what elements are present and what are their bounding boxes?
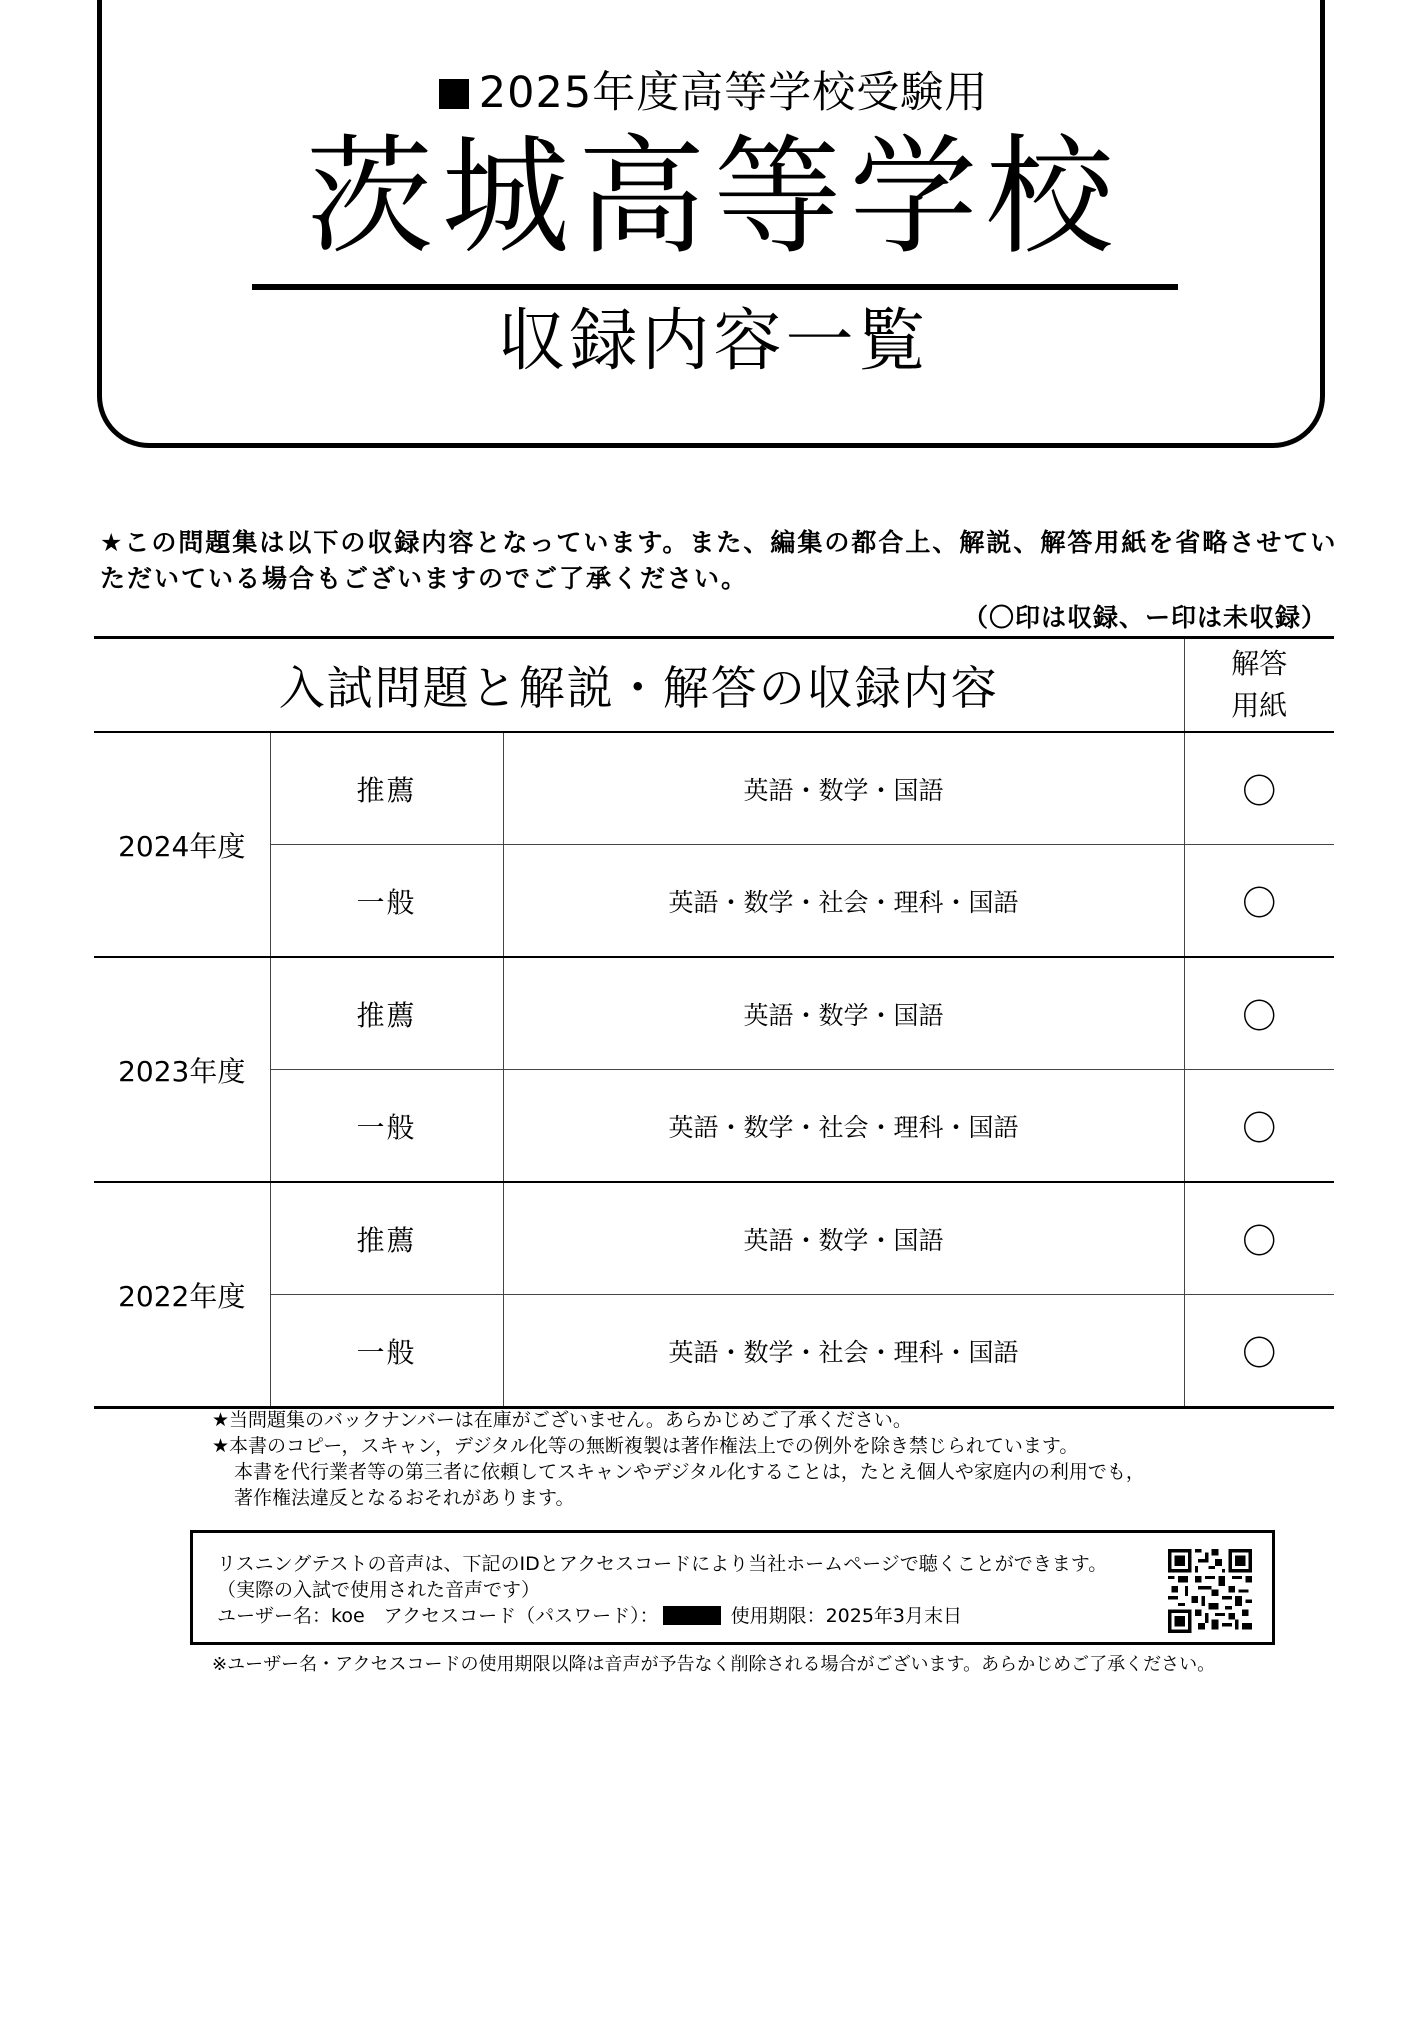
table-row [94,1070,1334,1183]
subjects-cell: 英語・数学・社会・理科・国語 [503,845,1184,958]
table-header-answer-sheet [1184,638,1334,733]
contents-title: 収録内容一覧 [497,302,930,381]
subtitle [0,66,1427,120]
redacted-password [663,1606,721,1625]
listening-credentials [217,1603,1107,1629]
listening-text [217,1551,1107,1629]
table-row [94,732,1334,845]
table-row [94,845,1334,958]
listening-line2: （実際の入試で使用された音声です） [217,1579,541,1601]
year-cell: 2024年度 [94,732,270,957]
legend-text: （〇印は収録、ー印は未収録） [962,603,1327,632]
qr-code-icon[interactable] [1168,1549,1252,1633]
table-row [94,1295,1334,1408]
exam-type-cell: 一般 [270,1295,503,1408]
note-line: 本書を代行業者等の第三者に依頼してスキャンやデジタル化することは，たとえ個人や家庭内の利用でも， [234,1461,1145,1483]
subjects-cell: 英語・数学・社会・理科・国語 [503,1295,1184,1408]
year-cell: 2023年度 [94,957,270,1182]
black-square-icon [439,79,469,109]
notice-text: ★この問題集は以下の収録内容となっています。また、編集の都合上、解説、解答用紙を省略させていただいている場合もございますのでご了承ください。 [100,528,1338,593]
listening-info-box [190,1530,1275,1645]
contents-table [94,636,1334,1409]
title-underline [252,284,1178,290]
exam-type-cell: 推薦 [270,732,503,845]
user-credentials-label: ユーザー名：koe アクセスコード（パスワード）： [217,1605,659,1627]
answer-sheet-mark: 〇 [1184,1295,1334,1408]
table-header-row [94,638,1334,733]
note-line: ★当問題集のバックナンバーは在庫がございません。あらかじめご了承ください。 [212,1409,912,1431]
answer-sheet-mark: 〇 [1184,957,1334,1070]
exam-type-cell: 一般 [270,845,503,958]
note-line: ★本書のコピー，スキャン，デジタル化等の無断複製は著作権法上での例外を除き禁じられています。 [212,1435,1079,1457]
answer-sheet-mark: 〇 [1184,1070,1334,1183]
subjects-cell: 英語・数学・国語 [503,957,1184,1070]
table-row [94,957,1334,1070]
answer-sheet-mark: 〇 [1184,845,1334,958]
subjects-cell: 英語・数学・国語 [503,732,1184,845]
subtitle-text: 2025年度高等学校受験用 [478,68,989,118]
header-sheet-line1: 解答 [1231,647,1288,680]
answer-sheet-mark: 〇 [1184,732,1334,845]
exam-type-cell: 一般 [270,1070,503,1183]
school-name-title: 茨城高等学校 [305,123,1122,272]
exam-type-cell: 推薦 [270,1182,503,1295]
header-sheet-line2: 用紙 [1231,689,1288,722]
subjects-cell: 英語・数学・社会・理科・国語 [503,1070,1184,1183]
listening-line1: リスニングテストの音声は、下記のIDとアクセスコードにより当社ホームページで聴くことができます。 [217,1553,1108,1575]
year-cell: 2022年度 [94,1182,270,1408]
footer-note: ※ユーザー名・アクセスコードの使用期限以降は音声が予告なく削除される場合がございます。あらかじめご了承ください。 [212,1654,1216,1675]
notes-block [212,1407,1332,1511]
note-line: 著作権法違反となるおそれがあります。 [234,1487,575,1509]
table-row [94,1182,1334,1295]
answer-sheet-mark: 〇 [1184,1182,1334,1295]
table-header-contents: 入試問題と解説・解答の収録内容 [94,638,1184,733]
subjects-cell: 英語・数学・国語 [503,1182,1184,1295]
exam-type-cell: 推薦 [270,957,503,1070]
expiry-text: 使用期限：2025年3月末日 [730,1605,963,1627]
